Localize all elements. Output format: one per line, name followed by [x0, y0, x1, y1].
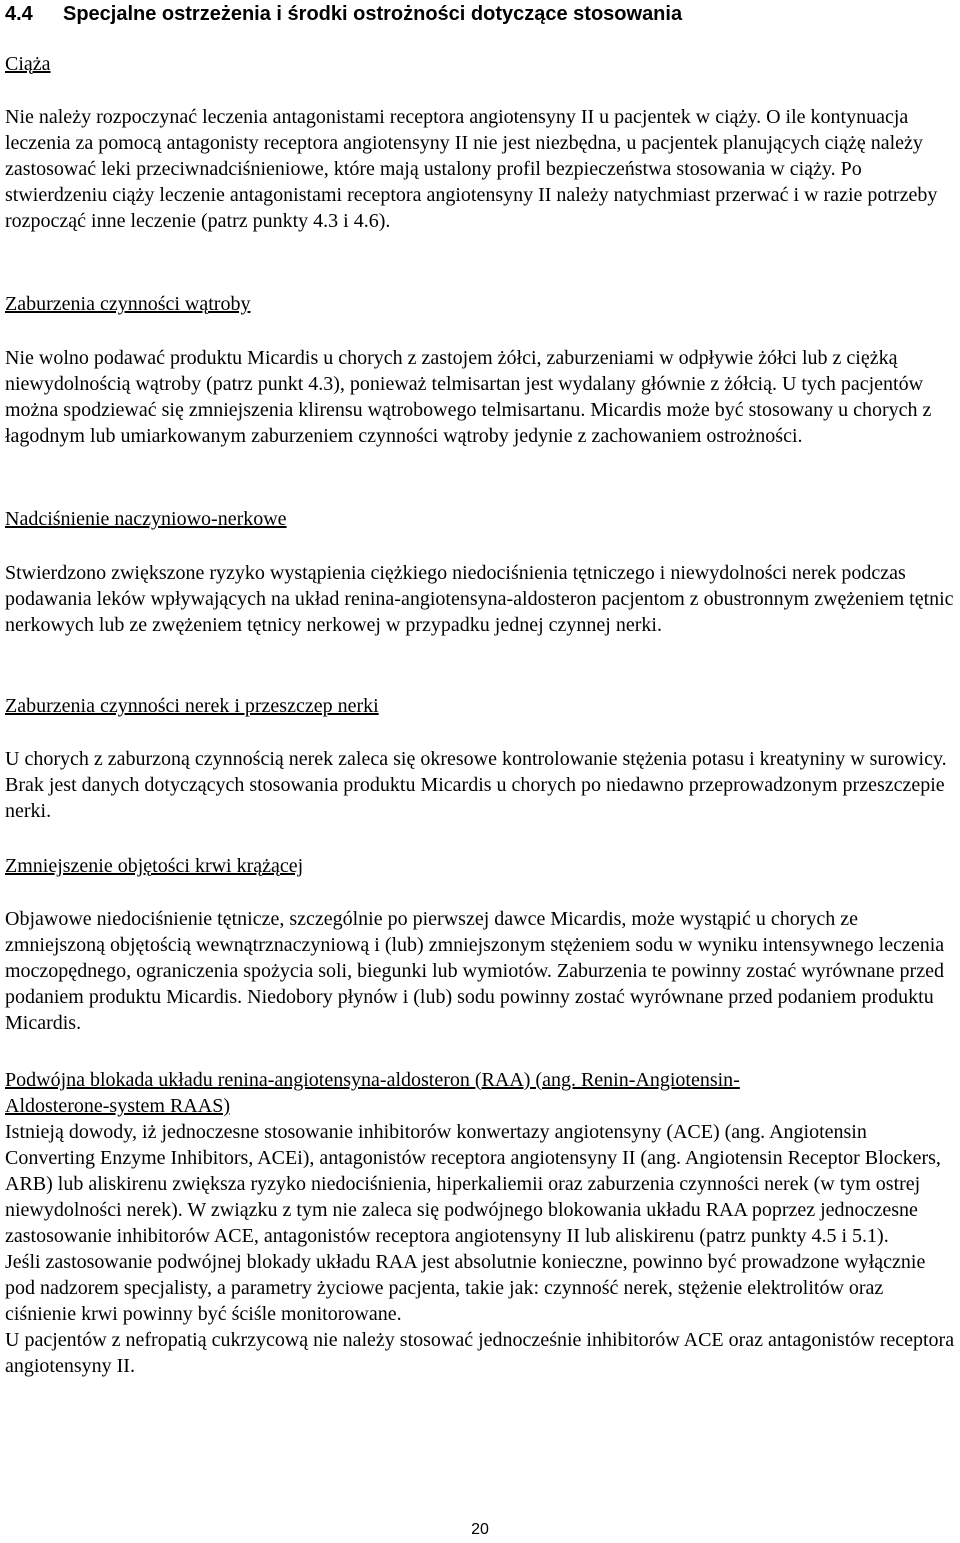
paragraph-pregnancy: Nie należy rozpoczynać leczenia antagonistami receptora angiotensyny II u pacjentek w ciąży. O ile kontynuacja leczenia za pomocą antagonisty receptora angiotensyny II nie jest niezbędna, u pacjentek planujących ciążę należy zastosować leki przeciwnadciśnieniowe, które mają ustalony profil bezpieczeństwa stosowania w ciąży. Po stwierdzeniu ciąży leczenie antagonistami receptora angiotensyny II należy natychmiast przerwać i w razie potrzeby rozpocząć inne leczenie (patrz punkty 4.3 i 4.6). — [5, 106, 938, 232]
paragraph-hepatic: Nie wolno podawać produktu Micardis u chorych z zastojem żółci, zaburzeniami w odpływie żółci lub z ciężką niewydolnością wątroby (patrz punkt 4.3), ponieważ telmisartan jest wydalany głównie z żółcią. U tych pacjentów można spodziewać się zmniejszenia klirensu wątrobowego telmisartanu. Micardis może być stosowany u chorych z łagodnym lub umiarkowanym zaburzeniem czynności wątroby jedynie z zachowaniem ostrożności. — [5, 347, 932, 447]
page-number: 20 — [471, 1521, 489, 1538]
section-title: Specjalne ostrzeżenia i środki ostrożności dotyczące stosowania — [63, 3, 683, 25]
section-heading — [5, 2, 955, 26]
subheading-raas-line1: Podwójna blokada układu renina-angiotensyna-aldosteron (RAA) (ang. Renin-Angiotensin- — [5, 1069, 740, 1091]
subheading-renovascular: Nadciśnienie naczyniowo-nerkowe — [5, 508, 287, 530]
subheading-renal: Zaburzenia czynności nerek i przeszczep nerki — [5, 695, 379, 717]
raas-block — [5, 1067, 957, 1379]
subheading-pregnancy: Ciąża — [5, 53, 51, 75]
paragraph-renal: U chorych z zaburzoną czynnością nerek zaleca się okresowe kontrolowanie stężenia potasu i kreatyniny w surowicy. Brak jest danych dotyczących stosowania produktu Micardis u chorych po niedawno przeprowadzonym przeszczepie nerki. — [5, 748, 947, 822]
paragraph-raas-evidence: Istnieją dowody, iż jednoczesne stosowanie inhibitorów konwertazy angiotensyny (ACE) (ang. Angiotensin Converting Enzyme Inhibitors, ACEi), antagonistów receptora angiotensyny II (ang. Angiotensin Receptor Blockers, ARB) lub aliskirenu zwiększa ryzyko niedociśnienia, hiperkaliemii oraz zaburzenia czynności nerek (w tym ostrej niewydolności nerek). W związku z tym nie zaleca się podwójnego blokowania układu RAA poprzez jednoczesne zastosowanie inhibitorów ACE, antagonistów receptora angiotensyny II lub aliskirenu (patrz punkty 4.5 i 5.1). — [5, 1121, 941, 1247]
paragraph-raas-nephropathy: U pacjentów z nefropatią cukrzycową nie należy stosować jednocześnie inhibitorów ACE oraz antagonistów receptora angiotensyny II. — [5, 1329, 955, 1377]
section-number: 4.4 — [5, 3, 33, 25]
paragraph-volume: Objawowe niedociśnienie tętnicze, szczególnie po pierwszej dawce Micardis, może wystąpić u chorych ze zmniejszoną objętością wewnątrznaczyniową i (lub) zmniejszonym stężeniem sodu w wyniku intensywnego leczenia moczopędnego, ograniczenia spożycia soli, biegunki lub wymiotów. Zaburzenia te powinny zostać wyrównane przed podaniem produktu Micardis. Niedobory płynów i (lub) sodu powinny zostać wyrównane przed podaniem produktu Micardis. — [5, 908, 945, 1034]
subheading-volume: Zmniejszenie objętości krwi krążącej — [5, 855, 304, 877]
paragraph-raas-supervision: Jeśli zastosowanie podwójnej blokady układu RAA jest absolutnie konieczne, powinno być prowadzone wyłącznie pod nadzorem specjalisty, a parametry życiowe pacjenta, takie jak: czynność nerek, stężenie elektrolitów oraz ciśnienie krwi powinny być ściśle monitorowane. — [5, 1251, 926, 1325]
paragraph-renovascular: Stwierdzono zwiększone ryzyko wystąpienia ciężkiego niedociśnienia tętniczego i niewydolności nerek podczas podawania leków wpływających na układ renina-angiotensyna-aldosteron pacjentom z obustronnym zwężeniem tętnic nerkowych lub ze zwężeniem tętnicy nerkowej w przypadku jednej czynnej nerki. — [5, 562, 954, 636]
subheading-hepatic: Zaburzenia czynności wątroby — [5, 293, 251, 315]
subheading-raas-line2: Aldosterone-system RAAS) — [5, 1095, 230, 1117]
